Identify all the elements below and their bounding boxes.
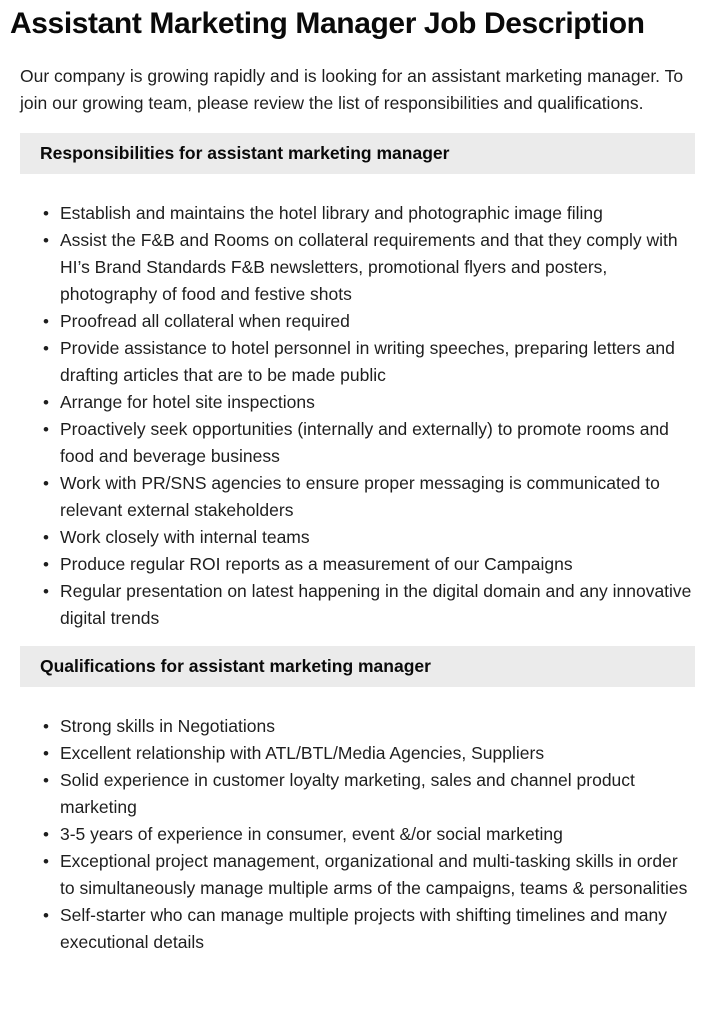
list-item: • Produce regular ROI reports as a measurement of our Campaigns: [60, 551, 695, 578]
list-item: • Provide assistance to hotel personnel in writing speeches, preparing letters and drafting articles that are to be made public: [60, 335, 695, 389]
qualifications-heading-label: Qualifications for assistant marketing manager: [40, 656, 431, 676]
list-item: • Regular presentation on latest happening in the digital domain and any innovative digital trends: [60, 578, 695, 632]
section-heading-responsibilities: [20, 133, 695, 174]
list-item: • 3-5 years of experience in consumer, event &/or social marketing: [60, 821, 695, 848]
list-item: • Work with PR/SNS agencies to ensure proper messaging is communicated to relevant external stakeholders: [60, 470, 695, 524]
list-item: • Strong skills in Negotiations: [60, 713, 695, 740]
list-item: • Solid experience in customer loyalty marketing, sales and channel product marketing: [60, 767, 695, 821]
page-title: Assistant Marketing Manager Job Description: [10, 7, 645, 40]
list-item: • Excellent relationship with ATL/BTL/Media Agencies, Suppliers: [60, 740, 695, 767]
list-item: • Exceptional project management, organizational and multi-tasking skills in order to simultaneously manage multiple arms of the campaigns, teams & personalities: [60, 848, 695, 902]
list-item: • Self-starter who can manage multiple projects with shifting timelines and many executional details: [60, 902, 695, 956]
qualifications-list: [20, 713, 695, 956]
responsibilities-heading-label: Responsibilities for assistant marketing manager: [40, 143, 450, 163]
responsibilities-list: [20, 200, 695, 632]
list-item: • Arrange for hotel site inspections: [60, 389, 695, 416]
list-item: • Work closely with internal teams: [60, 524, 695, 551]
list-item: • Proofread all collateral when required: [60, 308, 695, 335]
section-heading-qualifications: [20, 646, 695, 687]
list-item: • Establish and maintains the hotel library and photographic image filing: [60, 200, 695, 227]
list-item: • Proactively seek opportunities (internally and externally) to promote rooms and food and beverage business: [60, 416, 695, 470]
list-item: • Assist the F&B and Rooms on collateral requirements and that they comply with HI’s Brand Standards F&B newsletters, promotional flyers and posters, photography of food and festive shots: [60, 227, 695, 308]
intro-paragraph: Our company is growing rapidly and is looking for an assistant marketing manager. To join our growing team, please review the list of responsibilities and qualifications.: [20, 66, 684, 113]
